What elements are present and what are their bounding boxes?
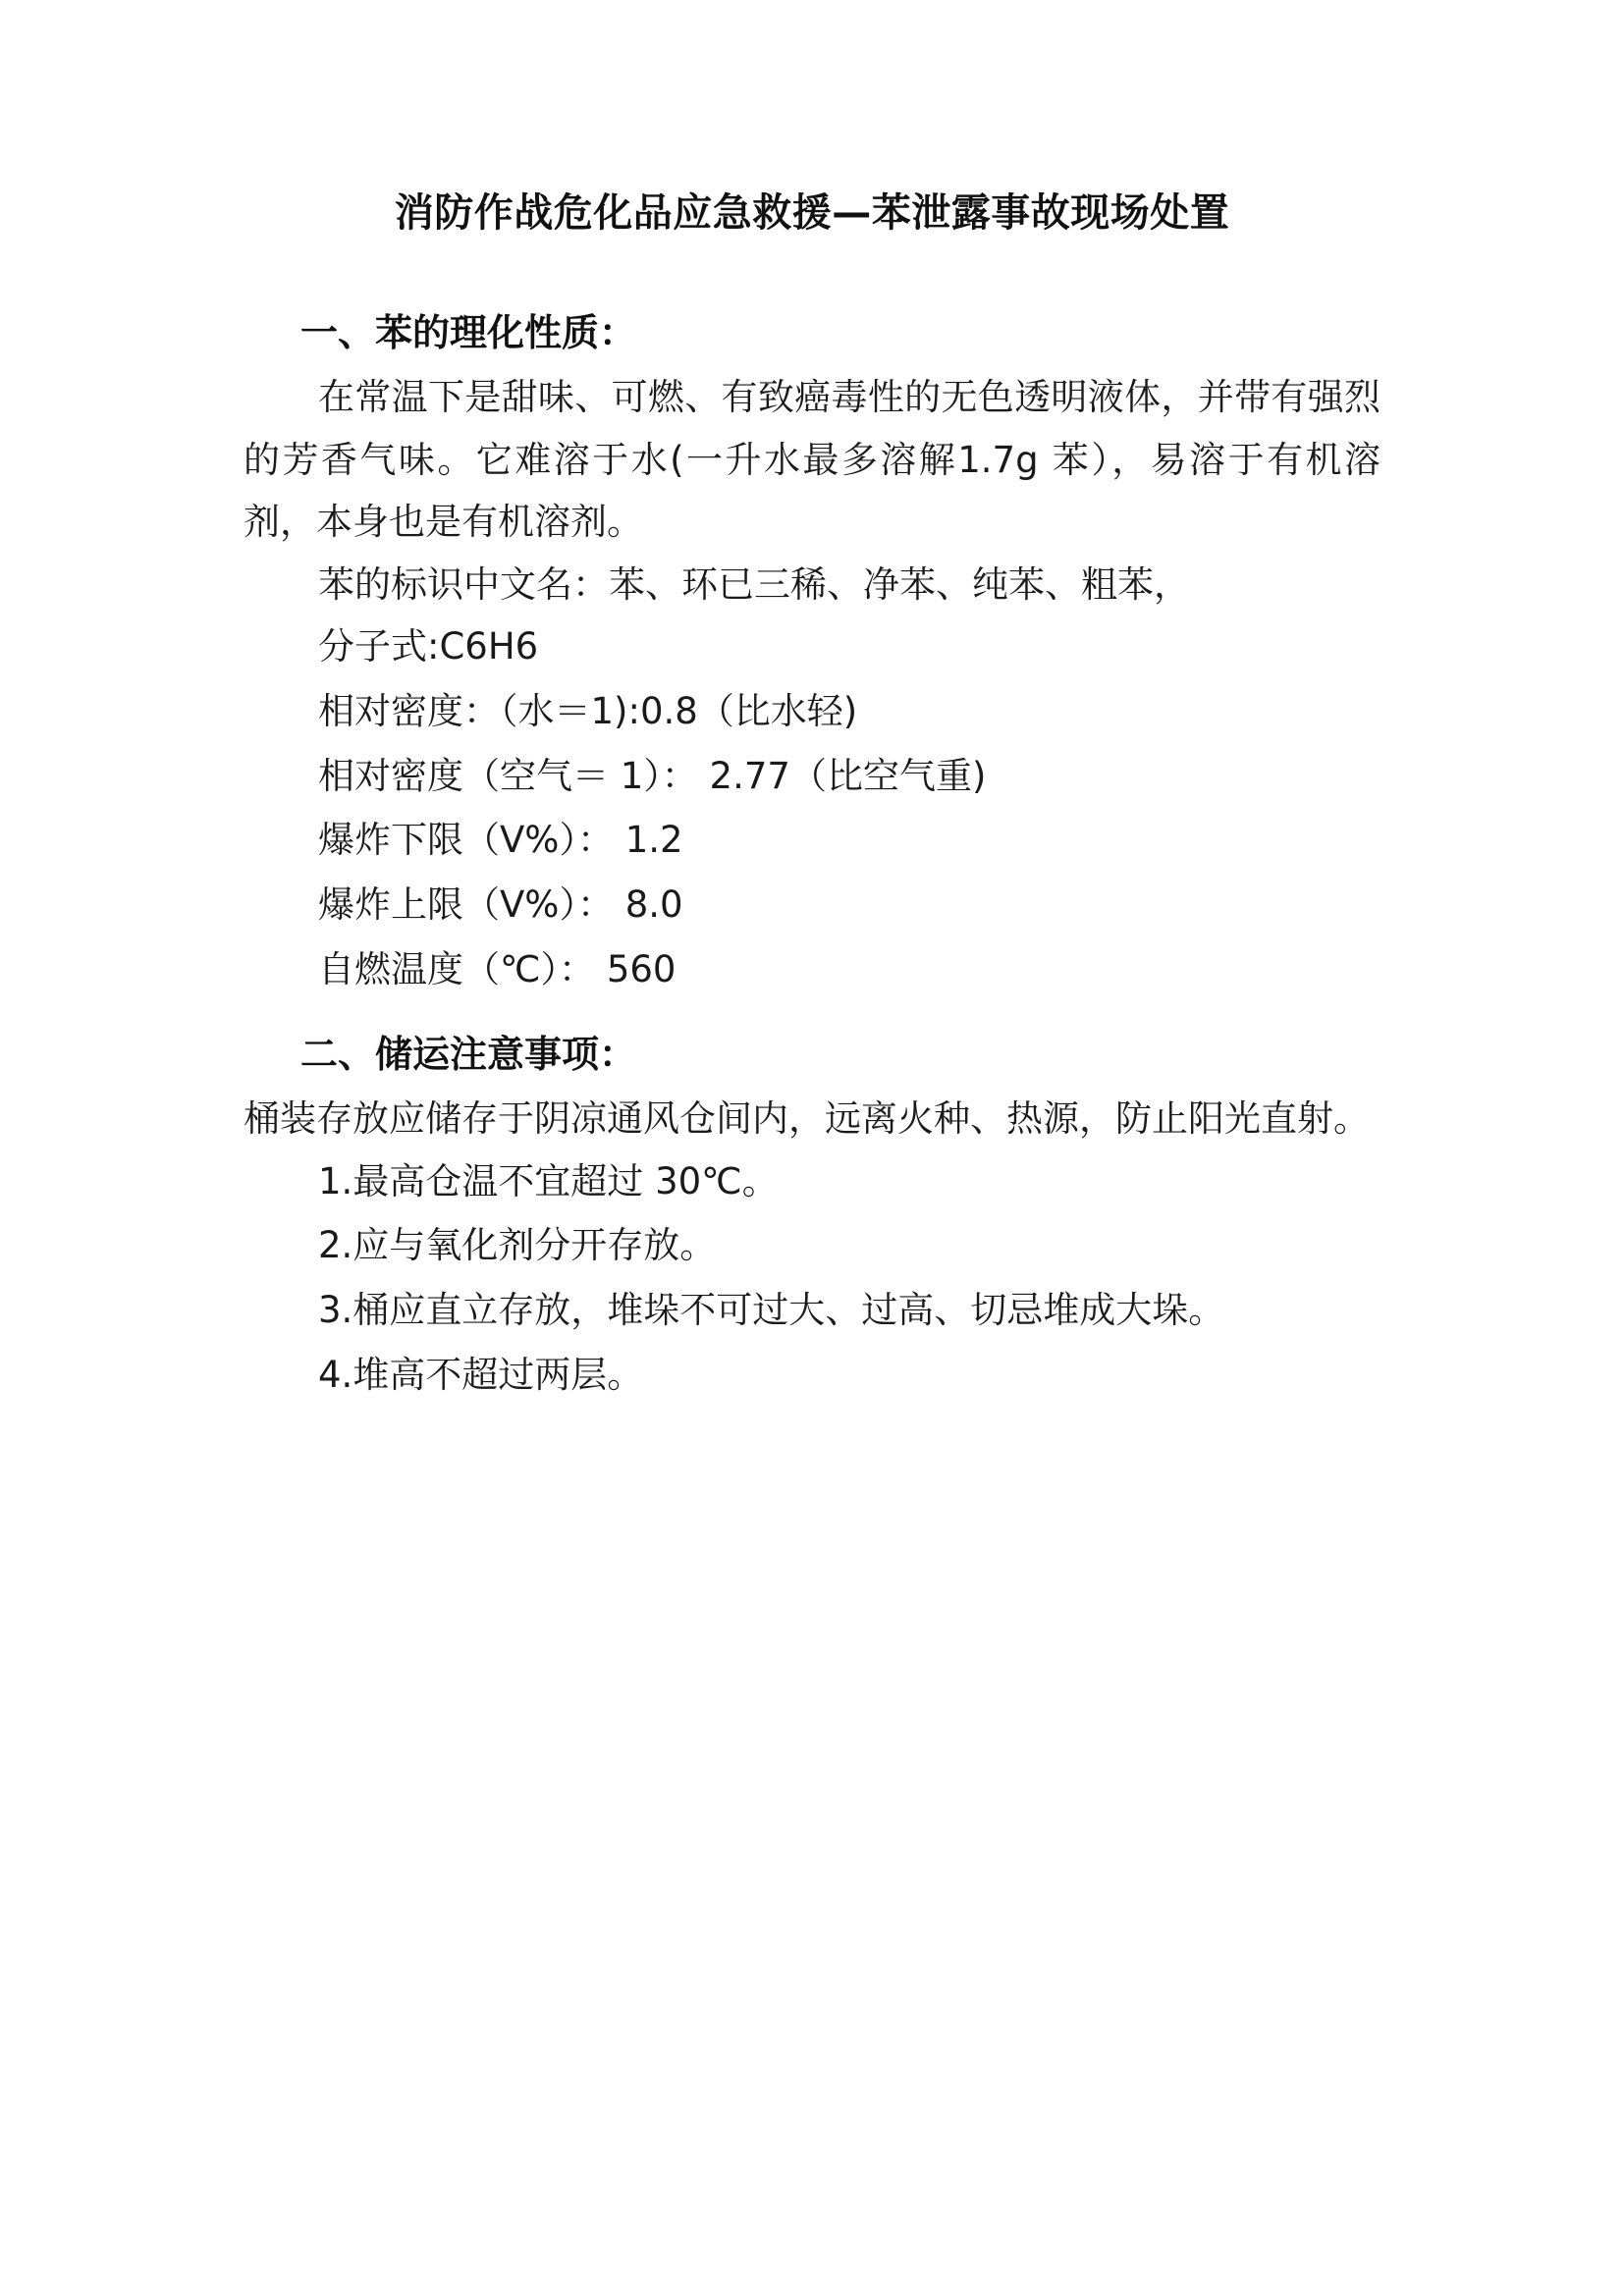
paragraph-storage-general: 桶装存放应储存于阴凉通风仓间内，远离火种、热源，防止阳光直射。 (244, 1097, 1370, 1141)
paragraph-benzene-description: 在常温下是甜味、可燃、有致癌毒性的无色透明液体，并带有强烈的芳香气味。它难溶于水(一升水最多溶解1.7g 苯），易溶于有机溶剂，本身也是有机溶剂。 (244, 375, 1380, 544)
storage-note-2: 2.应与氧化剂分开存放。 (318, 1224, 717, 1267)
section-heading-physical-properties: 一、苯的理化性质： (300, 311, 637, 354)
property-autoignition-temperature: 自燃温度（℃）： 560 (318, 947, 677, 990)
property-explosion-upper-limit: 爆炸上限（V%）： 8.0 (318, 882, 683, 926)
property-molecular-formula: 分子式:C6H6 (318, 625, 539, 668)
property-relative-density-air: 相对密度（空气＝ 1）： 2.77（比空气重) (318, 754, 987, 797)
property-explosion-lower-limit: 爆炸下限（V%）： 1.2 (318, 819, 683, 862)
storage-note-3: 3.桶应直立存放，堆垛不可过大、过高、切忌堆成大垛。 (318, 1288, 1225, 1331)
storage-notes-list (244, 1150, 1380, 1407)
storage-note-4: 4.堆高不超过两层。 (318, 1353, 644, 1396)
paragraph-benzene-names: 苯的标识中文名：苯、环已三稀、净苯、纯苯、粗苯， (318, 562, 1190, 606)
property-relative-density-water: 相对密度：（水＝1):0.8（比水轻) (318, 690, 858, 733)
storage-note-1: 1.最高仓温不宜超过 30℃。 (318, 1159, 779, 1202)
page-title: 消防作战危化品应急救援—苯泄露事故现场处置 (394, 190, 1230, 236)
property-list (244, 615, 1380, 1000)
section-heading-storage-notes: 二、储运注意事项： (300, 1033, 637, 1077)
